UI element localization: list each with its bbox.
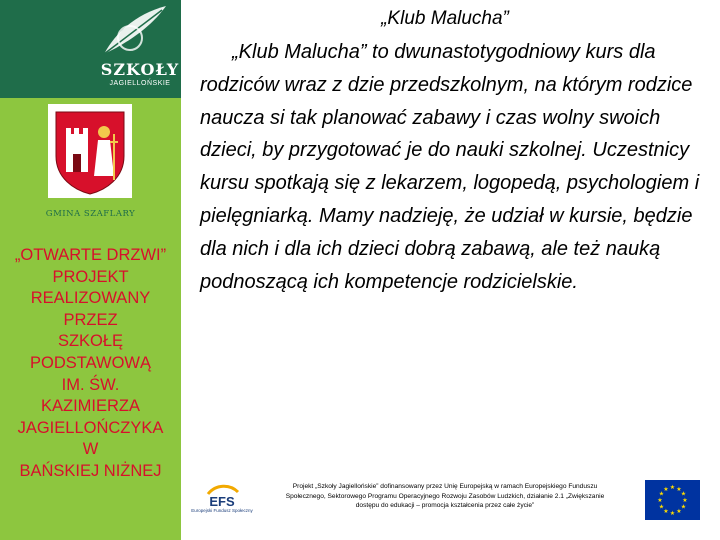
efs-logo-text: EFS bbox=[209, 494, 235, 509]
project-line: IM. ŚW. bbox=[61, 375, 120, 394]
project-line: SZKOŁĘ bbox=[57, 332, 124, 351]
body-text: „Klub Malucha” to dwunastotygodniowy kurs dla rodziców wraz z dzie przedszkolnym, na którym rodzice naucza si tak planować zabawy i czas wolny swoich dzieci, by przygotować je do nauki szkolnej. Uczestnicy kursu spotkają się z lekarzem, logopedą, psychologiem i pielęgniarką. Mamy nadzieję, że udział w kursie, będzie dla nich i dla ich dzieci dobrą zabawą, ale też nauką podnoszącą ich kompetencje rodzicielskie. bbox=[200, 41, 700, 293]
svg-text:★: ★ bbox=[682, 497, 688, 504]
project-line: PRZEZ bbox=[63, 310, 118, 329]
svg-text:★: ★ bbox=[669, 484, 676, 491]
szkoly-jagiellonskie-logo bbox=[0, 0, 181, 98]
project-line: BAŃSKIEJ NIŻNEJ bbox=[19, 461, 162, 480]
logo-title: SZKOŁY bbox=[100, 60, 180, 79]
efs-caption: Europejski Fundusz Społeczny bbox=[191, 508, 253, 513]
sidebar bbox=[0, 0, 181, 540]
svg-text:★: ★ bbox=[663, 508, 669, 515]
project-line: JAGIELLOŃCZYKA bbox=[17, 418, 164, 437]
svg-text:★: ★ bbox=[657, 497, 663, 504]
footer-text: Projekt „Szkoły Jagiellońskie” dofinansowany przez Unię Europejską w ramach Europejskiego Funduszu Społecznego, Sektorowego Programu Operacyjnego Rozwoju Zasobów Ludzkich, działanie 2.1 „Zwiększanie dostępu do edukacji – promocja kształcenia przez całe życie” bbox=[285, 483, 605, 510]
logo-subtitle: JAGIELLOŃSKIE bbox=[109, 80, 171, 87]
svg-text:★: ★ bbox=[658, 503, 665, 511]
coat-of-arms-icon bbox=[48, 104, 132, 198]
project-line: W bbox=[82, 440, 99, 459]
crest-frame bbox=[48, 104, 132, 198]
project-line: REALIZOWANY bbox=[30, 289, 151, 308]
feather-icon bbox=[96, 2, 176, 62]
svg-text:★: ★ bbox=[676, 486, 682, 493]
gmina-label: GMINA SZAFLARY bbox=[45, 209, 136, 219]
svg-text:★: ★ bbox=[669, 510, 676, 517]
svg-text:★: ★ bbox=[676, 508, 682, 515]
efs-logo-icon bbox=[186, 480, 258, 520]
project-line: PODSTAWOWĄ bbox=[30, 353, 151, 372]
svg-text:★: ★ bbox=[663, 486, 669, 493]
page-title: „Klub Malucha” bbox=[381, 8, 509, 29]
svg-text:★: ★ bbox=[658, 490, 665, 498]
project-line: „OTWARTE DRZWI” bbox=[14, 246, 167, 264]
project-line: KAZIMIERZA bbox=[40, 397, 140, 416]
svg-text:★: ★ bbox=[680, 503, 687, 511]
svg-text:★: ★ bbox=[680, 490, 687, 498]
project-description bbox=[0, 245, 181, 483]
eu-flag-icon bbox=[645, 480, 700, 520]
project-line: PROJEKT bbox=[52, 267, 129, 286]
